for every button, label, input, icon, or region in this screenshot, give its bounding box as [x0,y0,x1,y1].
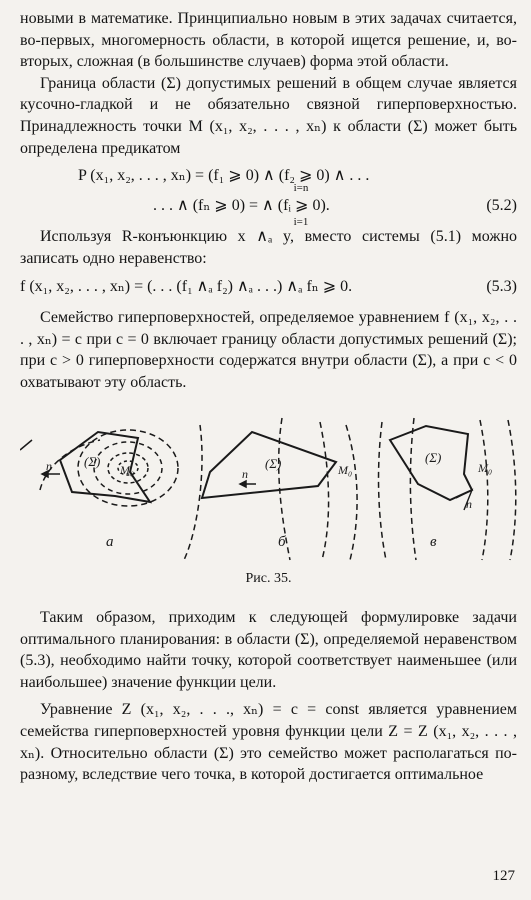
equation-5-2-first-line: P (x₁, x₂, . . . , xₙ) = (f₁ ⩾ 0) ∧ (f₂ ⩾ 0) ∧ . . . [78,167,370,185]
panel-c-drawing [379,418,516,560]
paragraph-intro: новыми в математике. Принципиально новым в этих задачах считается, во-первых, многомерность области, в которой ищется решение, и, во-вторых, сложная (в большинстве случаев) форма этой области. [20,10,517,71]
panel-a-region-label: (Σ) [84,453,101,469]
panel-a-letter: а [106,533,114,550]
equation-5-2-line-1 [20,165,517,187]
panel-a-normal-label: n [46,458,52,473]
panel-a-point-label: M₀ [120,462,135,477]
equation-5-2-line-2 [20,181,517,228]
panel-c-normal-label: n [466,496,472,511]
paragraph-boundary: Граница области (Σ) допустимых решений в общем случае является кусочно-гладкой и не обязательно связной гиперповерхностью. Принадлежность точки M (x₁, x₂, . . . , xₙ) к области (Σ) может быть определена предикатом [20,74,517,157]
equation-5-3 [20,276,517,298]
panel-c-region-label: (Σ) [425,449,442,465]
paragraph-formulation: Таким образом, приходим к следующей формулировке задачи оптимального планирования: в области (Σ), определяемой неравенством (5.3), необходимо найти точку, которой соответствует наименьшее (или наибольшее) значение функции цели. [20,609,517,691]
panel-c-letter: в [430,533,437,550]
panel-b-normal-label: n [242,466,248,481]
equation-number-5-2: (5.2) [486,196,517,214]
paragraph-objective: Уравнение Z (x₁, x₂, . . ., xₙ) = c = const является уравнением семейства гиперповерхностей уровня функции цели Z = Z (x₁, x₂, . . . , xₙ). Относительно области (Σ) это семейство может располагаться по-разному, вследствие чего точка, в которой достигается оптимальное [20,701,517,784]
page-number: 127 [492,868,515,884]
equation-number-5-3: (5.3) [486,277,517,295]
panel-b-point-label: M₀ [338,462,353,477]
equation-lower-limit: i=1 [293,215,309,228]
equation-5-3-text: f (x₁, x₂, . . . , xₙ) = (. . . (f₁ ∧ₐ f₂) ∧ₐ . . .) ∧ₐ fₙ ⩾ 0. [20,277,353,295]
panel-b-drawing [184,418,357,560]
equation-5-2-second-line: . . . ∧ (fₙ ⩾ 0) = ∧ (fᵢ ⩾ 0). [153,196,330,214]
figure-35 [20,410,517,562]
panel-b-region-label: (Σ) [265,455,282,471]
panel-c-point-label: M₀ [478,460,493,475]
equation-upper-limit: i=n [293,181,309,194]
figure-caption: Рис. 35. [245,570,292,586]
figure-drawings [20,410,517,562]
panel-b-letter: б [278,533,286,550]
paragraph-r-conjunction: Используя R-конъюнкцию x ∧ₐ y, вместо системы (5.1) можно записать одно неравенство: [20,228,517,267]
paragraph-hypersurfaces: Семейство гиперповерхностей, определяемое уравнением f (x₁, x₂, . . . , xₙ) = c при c = 0 включает границу области допустимых решений (Σ); при c > 0 гиперповерхности содержатся внутри области (Σ), а при c < 0 охватывают эту область. [20,309,517,391]
